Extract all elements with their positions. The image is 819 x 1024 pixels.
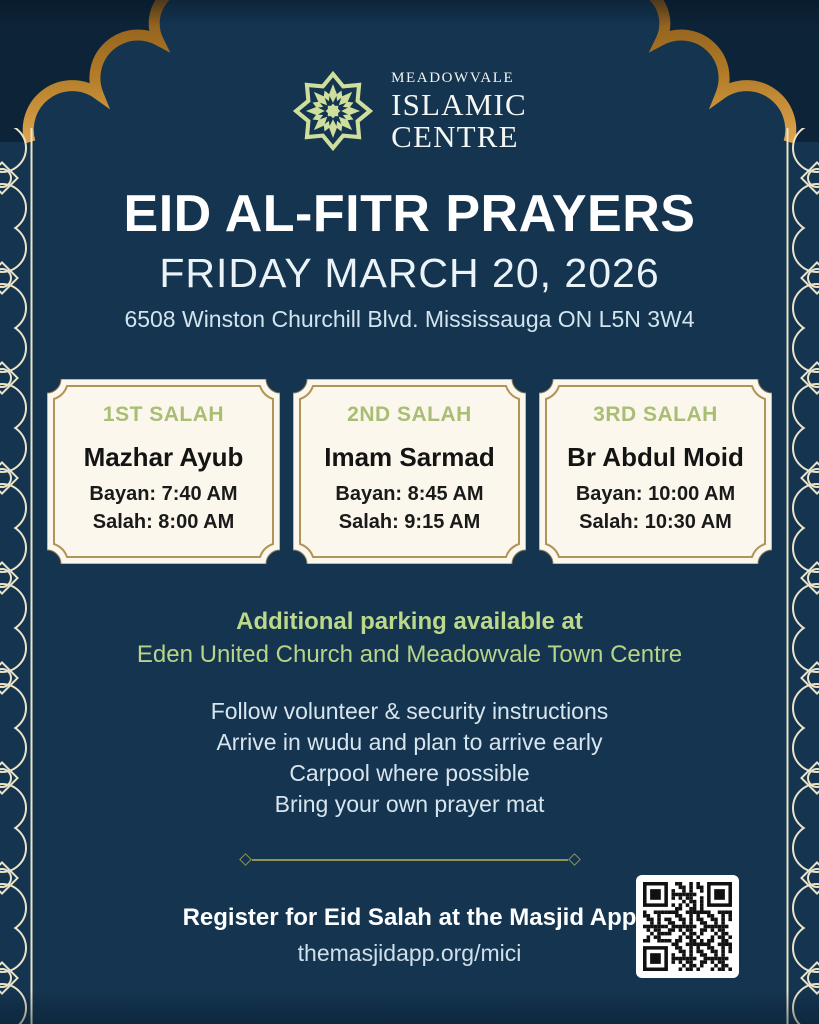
qr-code: [636, 875, 739, 978]
salah-card-speaker: Br Abdul Moid: [567, 442, 744, 473]
register-text: Register for Eid Salah at the Masjid App: [182, 904, 637, 932]
logo-org-name-small: MEADOWVALE: [391, 70, 515, 86]
logo-org-name-line3: CENTRE: [391, 118, 519, 154]
salah-card-1: [47, 379, 280, 564]
salah-schedule: [0, 379, 819, 564]
masjid-logo: [0, 70, 819, 152]
event-address: 6508 Winston Churchill Blvd. Mississauga ON L5N 3W4: [124, 306, 695, 333]
salah-card-3: [539, 379, 772, 564]
bayan-time: Bayan: 10:00 AM: [575, 483, 736, 506]
salah-card-label: 2ND SALAH: [347, 403, 472, 427]
salah-card-speaker: Imam Sarmad: [324, 442, 495, 473]
salah-card-speaker: Mazhar Ayub: [83, 442, 244, 473]
logo-org-name-line2: ISLAMIC: [391, 87, 527, 122]
parking-locations: Eden United Church and Meadowvale Town Centre: [136, 641, 683, 669]
salah-time: Salah: 8:00 AM: [92, 511, 235, 534]
salah-card-label: 1ST SALAH: [102, 403, 225, 427]
event-date: FRIDAY MARCH 20, 2026: [159, 250, 660, 297]
bayan-time: Bayan: 7:40 AM: [89, 483, 238, 506]
instruction-item: Carpool where possible: [289, 760, 530, 787]
bayan-time: Bayan: 8:45 AM: [335, 483, 484, 506]
divider: [241, 855, 579, 864]
bottom-vignette: [0, 990, 819, 1024]
salah-time: Salah: 9:15 AM: [338, 511, 481, 534]
divider-diamond-icon: [239, 853, 252, 866]
parking-note: [0, 608, 819, 669]
geometric-star-icon: [292, 70, 374, 152]
parking-heading: Additional parking available at: [236, 608, 583, 636]
instruction-item: Arrive in wudu and plan to arrive early: [216, 729, 603, 756]
poster-title: EID AL-FITR PRAYERS: [123, 185, 696, 244]
instructions-list: [0, 696, 819, 820]
divider-diamond-icon: [568, 853, 581, 866]
masjid-app-url: themasjidapp.org/mici: [297, 940, 522, 967]
salah-card-2: [293, 379, 526, 564]
divider-line: [252, 859, 568, 861]
salah-card-label: 3RD SALAH: [593, 403, 718, 427]
salah-time: Salah: 10:30 AM: [579, 511, 732, 534]
instruction-item: Follow volunteer & security instructions: [210, 698, 609, 725]
instruction-item: Bring your own prayer mat: [274, 791, 545, 818]
